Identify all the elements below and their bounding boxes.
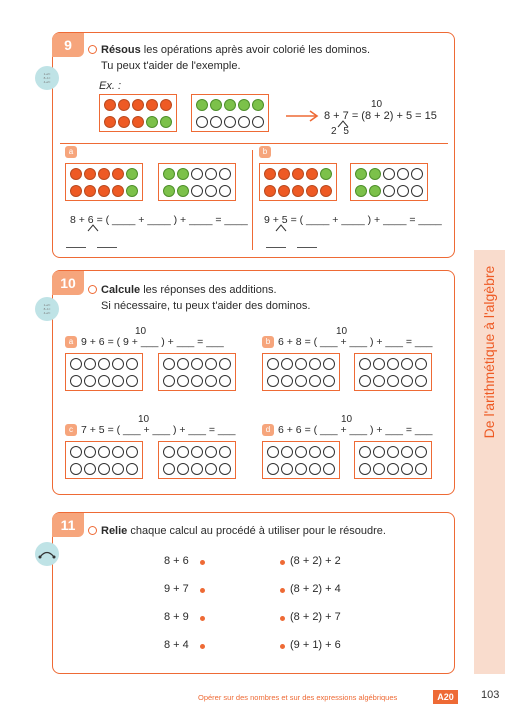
footer-text: Opérer sur des nombres et sur des expressions algébriques xyxy=(198,693,398,702)
domino-dot[interactable] xyxy=(401,375,413,387)
exercise-10-instruction: Calcule les réponses des additions. xyxy=(88,282,277,298)
connector-dot[interactable] xyxy=(200,560,205,565)
domino-dot[interactable] xyxy=(264,185,276,197)
domino-dot[interactable] xyxy=(126,185,138,197)
domino-dot[interactable] xyxy=(112,375,124,387)
domino-dot[interactable] xyxy=(219,446,231,458)
sub-label-a: a xyxy=(65,336,77,348)
ten-label: 10 xyxy=(138,414,150,425)
domino-dot[interactable] xyxy=(191,375,203,387)
domino-dot[interactable] xyxy=(205,446,217,458)
connector-dot[interactable] xyxy=(280,616,285,621)
equation-10a: 9 + 6 = ( 9 + ___ ) + ___ = ___ xyxy=(81,336,224,348)
domino-dot[interactable] xyxy=(177,446,189,458)
equation-10d: 6 + 6 = ( ___ + ___ ) + ___ = ___ xyxy=(278,424,433,436)
domino-dot[interactable] xyxy=(205,185,217,197)
domino-dot[interactable] xyxy=(126,463,138,475)
domino-dot[interactable] xyxy=(163,446,175,458)
domino-dot[interactable] xyxy=(295,446,307,458)
domino-dot[interactable] xyxy=(104,99,116,111)
domino-dot[interactable] xyxy=(415,463,427,475)
domino-dot[interactable] xyxy=(252,116,264,128)
example-domino-right xyxy=(191,94,269,132)
domino-dot[interactable] xyxy=(126,446,138,458)
equation-9b: 9 + 5 = ( ____ + ____ ) + ____ = ____ xyxy=(264,214,442,226)
domino-dot[interactable] xyxy=(281,375,293,387)
domino-dot[interactable] xyxy=(387,446,399,458)
left-calc: 8 + 4 xyxy=(164,639,189,651)
domino-dot[interactable] xyxy=(238,99,250,111)
connector-dot[interactable] xyxy=(200,644,205,649)
domino-dot[interactable] xyxy=(70,168,82,180)
example-equation: 8 + 7 = (8 + 2) + 5 = 15 xyxy=(324,110,437,122)
right-procedure: (8 + 2) + 4 xyxy=(290,583,341,595)
exercise-9-instruction: Résous les opérations après avoir colorié les dominos. xyxy=(88,42,370,58)
domino-10b-left[interactable] xyxy=(262,353,340,391)
domino-dot[interactable] xyxy=(397,185,409,197)
domino-10c-right[interactable] xyxy=(158,441,236,479)
domino-10b-right[interactable] xyxy=(354,353,432,391)
domino-dot[interactable] xyxy=(191,168,203,180)
domino-dot[interactable] xyxy=(177,168,189,180)
answer-blank[interactable] xyxy=(297,247,317,248)
domino-dot[interactable] xyxy=(177,463,189,475)
domino-dot[interactable] xyxy=(359,358,371,370)
domino-dot[interactable] xyxy=(267,446,279,458)
domino-dot[interactable] xyxy=(295,358,307,370)
answer-blank[interactable] xyxy=(97,247,117,248)
domino-dot[interactable] xyxy=(323,446,335,458)
equation-10b: 6 + 8 = ( ___ + ___ ) + ___ = ___ xyxy=(278,336,433,348)
domino-dot[interactable] xyxy=(219,375,231,387)
domino-dot[interactable] xyxy=(278,168,290,180)
domino-dot[interactable] xyxy=(177,375,189,387)
domino-dot[interactable] xyxy=(84,446,96,458)
side-title: De l'arithmétique à l'algèbre xyxy=(481,265,497,439)
domino-dot[interactable] xyxy=(112,168,124,180)
right-procedure: (9 + 1) + 6 xyxy=(290,639,341,651)
left-calc: 8 + 6 xyxy=(164,555,189,567)
column-divider xyxy=(252,150,253,250)
domino-dot[interactable] xyxy=(163,185,175,197)
domino-dot[interactable] xyxy=(355,168,367,180)
domino-dot[interactable] xyxy=(98,375,110,387)
domino-dot[interactable] xyxy=(323,358,335,370)
domino-dot[interactable] xyxy=(163,358,175,370)
domino-dot[interactable] xyxy=(191,446,203,458)
domino-dot[interactable] xyxy=(415,375,427,387)
example-ten: 10 xyxy=(371,99,383,110)
domino-dot[interactable] xyxy=(219,358,231,370)
domino-dot[interactable] xyxy=(373,463,385,475)
exercise-9-number: 9 xyxy=(52,33,84,57)
sub-label-b: b xyxy=(259,146,271,158)
connector-dot[interactable] xyxy=(200,588,205,593)
domino-dot[interactable] xyxy=(163,168,175,180)
domino-dot[interactable] xyxy=(306,185,318,197)
domino-dot[interactable] xyxy=(387,358,399,370)
domino-dot[interactable] xyxy=(387,463,399,475)
domino-dot[interactable] xyxy=(98,463,110,475)
domino-dot[interactable] xyxy=(205,168,217,180)
domino-dot[interactable] xyxy=(196,99,208,111)
domino-dot[interactable] xyxy=(306,168,318,180)
checkbox-circle-icon[interactable] xyxy=(88,285,97,294)
domino-dot[interactable] xyxy=(411,168,423,180)
domino-9a-right[interactable] xyxy=(158,163,236,201)
domino-dot[interactable] xyxy=(323,375,335,387)
domino-dot[interactable] xyxy=(205,463,217,475)
domino-dot[interactable] xyxy=(126,375,138,387)
sub-label-a: a xyxy=(65,146,77,158)
domino-dot[interactable] xyxy=(104,116,116,128)
domino-dot[interactable] xyxy=(205,375,217,387)
domino-dot[interactable] xyxy=(70,375,82,387)
domino-dot[interactable] xyxy=(219,168,231,180)
domino-dot[interactable] xyxy=(411,185,423,197)
domino-dot[interactable] xyxy=(401,358,413,370)
domino-dot[interactable] xyxy=(267,463,279,475)
domino-dot[interactable] xyxy=(295,375,307,387)
domino-dot[interactable] xyxy=(281,446,293,458)
domino-dot[interactable] xyxy=(132,99,144,111)
domino-dot[interactable] xyxy=(146,116,158,128)
ten-label: 10 xyxy=(135,326,147,337)
domino-dot[interactable] xyxy=(70,358,82,370)
domino-dot[interactable] xyxy=(163,375,175,387)
domino-dot[interactable] xyxy=(84,185,96,197)
domino-dot[interactable] xyxy=(132,116,144,128)
domino-dot[interactable] xyxy=(373,375,385,387)
domino-dot[interactable] xyxy=(210,99,222,111)
domino-dot[interactable] xyxy=(196,116,208,128)
domino-dot[interactable] xyxy=(98,446,110,458)
answer-blank[interactable] xyxy=(266,247,286,248)
domino-dot[interactable] xyxy=(309,358,321,370)
domino-dot[interactable] xyxy=(387,375,399,387)
domino-dot[interactable] xyxy=(70,463,82,475)
link-badge-icon xyxy=(35,542,59,566)
domino-dot[interactable] xyxy=(383,168,395,180)
domino-dot[interactable] xyxy=(219,185,231,197)
connector-dot[interactable] xyxy=(280,588,285,593)
domino-10a-left[interactable] xyxy=(65,353,143,391)
calculation-badge-icon: 1+2= 8−1= 4+2= xyxy=(35,66,59,90)
checkbox-circle-icon[interactable] xyxy=(88,45,97,54)
domino-dot[interactable] xyxy=(383,185,395,197)
sub-label-b: b xyxy=(262,336,274,348)
exercise-10-number: 10 xyxy=(52,271,84,295)
domino-9b-right[interactable] xyxy=(350,163,428,201)
domino-dot[interactable] xyxy=(112,185,124,197)
checkbox-circle-icon[interactable] xyxy=(88,526,97,535)
sub-label-c: c xyxy=(65,424,77,436)
domino-dot[interactable] xyxy=(210,116,222,128)
domino-dot[interactable] xyxy=(309,375,321,387)
domino-dot[interactable] xyxy=(267,375,279,387)
domino-dot[interactable] xyxy=(292,168,304,180)
connector-dot[interactable] xyxy=(280,560,285,565)
connector-dot[interactable] xyxy=(200,616,205,621)
domino-dot[interactable] xyxy=(373,446,385,458)
domino-dot[interactable] xyxy=(359,446,371,458)
exercise-11-number: 11 xyxy=(52,513,84,537)
domino-dot[interactable] xyxy=(112,463,124,475)
domino-dot[interactable] xyxy=(160,99,172,111)
domino-dot[interactable] xyxy=(191,358,203,370)
domino-dot[interactable] xyxy=(224,99,236,111)
domino-dot[interactable] xyxy=(355,185,367,197)
example-split: 2 5 xyxy=(331,126,349,137)
connector-dot[interactable] xyxy=(280,644,285,649)
domino-dot[interactable] xyxy=(369,185,381,197)
domino-dot[interactable] xyxy=(84,375,96,387)
footer-code: A20 xyxy=(433,690,458,704)
example-domino-left xyxy=(99,94,177,132)
domino-dot[interactable] xyxy=(191,185,203,197)
domino-10a-right[interactable] xyxy=(158,353,236,391)
right-procedure: (8 + 2) + 7 xyxy=(290,611,341,623)
domino-dot[interactable] xyxy=(401,446,413,458)
answer-blank[interactable] xyxy=(66,247,86,248)
domino-dot[interactable] xyxy=(252,99,264,111)
domino-dot[interactable] xyxy=(126,168,138,180)
domino-dot[interactable] xyxy=(264,168,276,180)
page-number: 103 xyxy=(481,689,500,701)
domino-dot[interactable] xyxy=(177,358,189,370)
split-mark-icon xyxy=(274,224,288,232)
domino-dot[interactable] xyxy=(224,116,236,128)
domino-dot[interactable] xyxy=(146,99,158,111)
domino-dot[interactable] xyxy=(323,463,335,475)
domino-dot[interactable] xyxy=(205,358,217,370)
domino-dot[interactable] xyxy=(112,358,124,370)
domino-dot[interactable] xyxy=(292,185,304,197)
domino-10c-left[interactable] xyxy=(65,441,143,479)
domino-dot[interactable] xyxy=(163,463,175,475)
domino-dot[interactable] xyxy=(219,463,231,475)
exercise-11-instruction: Relie chaque calcul au procédé à utiliser pour le résoudre. xyxy=(88,523,386,539)
domino-dot[interactable] xyxy=(118,116,130,128)
domino-dot[interactable] xyxy=(281,463,293,475)
domino-dot[interactable] xyxy=(70,185,82,197)
domino-dot[interactable] xyxy=(359,375,371,387)
domino-dot[interactable] xyxy=(415,358,427,370)
domino-dot[interactable] xyxy=(281,358,293,370)
domino-dot[interactable] xyxy=(320,185,332,197)
ten-label: 10 xyxy=(336,326,348,337)
ten-label: 10 xyxy=(341,414,353,425)
equation-9a: 8 + 6 = ( ____ + ____ ) + ____ = ____ xyxy=(70,214,248,226)
split-mark-icon xyxy=(86,224,100,232)
domino-dot[interactable] xyxy=(278,185,290,197)
domino-dot[interactable] xyxy=(320,168,332,180)
left-calc: 8 + 9 xyxy=(164,611,189,623)
domino-dot[interactable] xyxy=(160,116,172,128)
domino-dot[interactable] xyxy=(309,446,321,458)
domino-dot[interactable] xyxy=(415,446,427,458)
domino-dot[interactable] xyxy=(118,99,130,111)
domino-dot[interactable] xyxy=(359,463,371,475)
sub-label-d: d xyxy=(262,424,274,436)
domino-dot[interactable] xyxy=(70,446,82,458)
domino-dot[interactable] xyxy=(295,463,307,475)
domino-dot[interactable] xyxy=(369,168,381,180)
domino-dot[interactable] xyxy=(397,168,409,180)
domino-dot[interactable] xyxy=(267,358,279,370)
exercise-10-hint: Si nécessaire, tu peux t'aider des dominos. xyxy=(101,300,311,312)
domino-dot[interactable] xyxy=(98,185,110,197)
domino-dot[interactable] xyxy=(126,358,138,370)
domino-dot[interactable] xyxy=(238,116,250,128)
domino-9a-left[interactable] xyxy=(65,163,143,201)
domino-dot[interactable] xyxy=(177,185,189,197)
domino-dot[interactable] xyxy=(309,463,321,475)
domino-dot[interactable] xyxy=(84,168,96,180)
equation-10c: 7 + 5 = ( ___ + ___ ) + ___ = ___ xyxy=(81,424,236,436)
divider xyxy=(60,143,448,144)
domino-dot[interactable] xyxy=(401,463,413,475)
domino-10d-right[interactable] xyxy=(354,441,432,479)
domino-dot[interactable] xyxy=(112,446,124,458)
domino-dot[interactable] xyxy=(373,358,385,370)
left-calc: 9 + 7 xyxy=(164,583,189,595)
exercise-9-hint: Tu peux t'aider de l'exemple. xyxy=(101,60,241,72)
domino-dot[interactable] xyxy=(98,358,110,370)
domino-10d-left[interactable] xyxy=(262,441,340,479)
arrow-right-icon xyxy=(286,110,320,122)
domino-dot[interactable] xyxy=(98,168,110,180)
domino-dot[interactable] xyxy=(84,463,96,475)
domino-dot[interactable] xyxy=(191,463,203,475)
right-procedure: (8 + 2) + 2 xyxy=(290,555,341,567)
example-label: Ex. : xyxy=(99,80,122,92)
domino-9b-left[interactable] xyxy=(259,163,337,201)
domino-dot[interactable] xyxy=(84,358,96,370)
calculation-badge-icon: 1+2= 8−1= 4+2= xyxy=(35,297,59,321)
